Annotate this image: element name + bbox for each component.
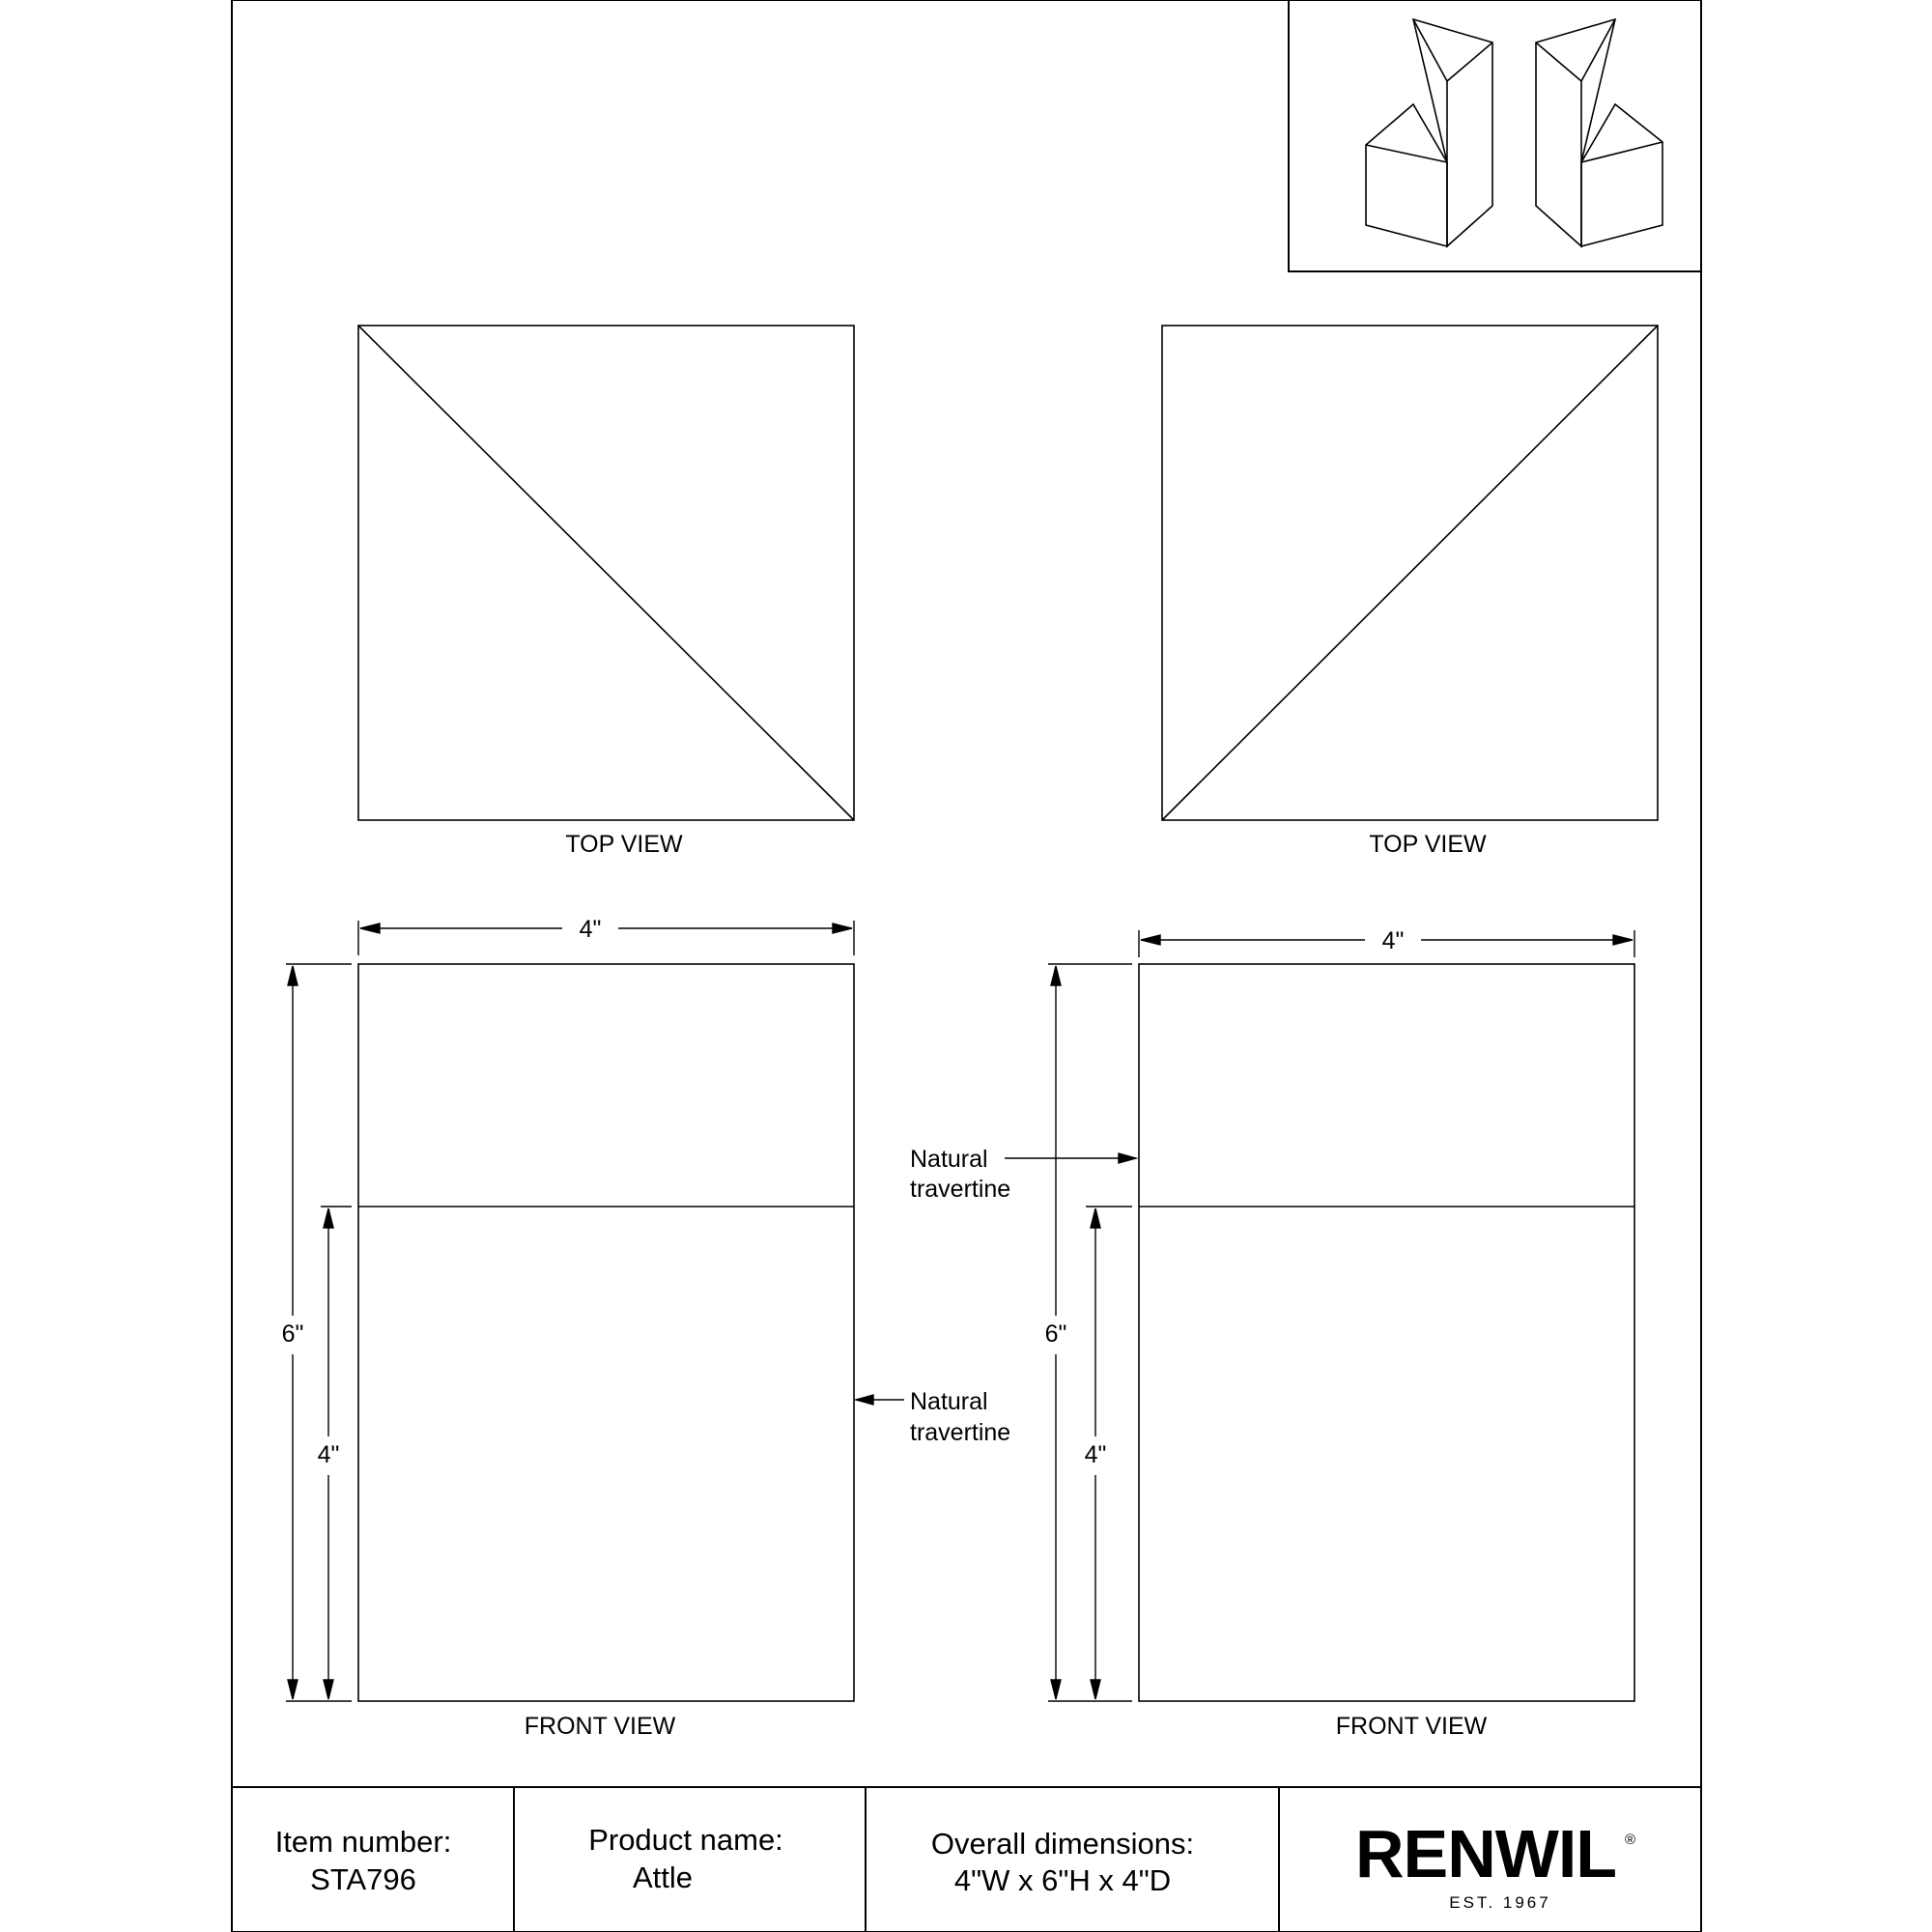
material-callout-right-line2: travertine bbox=[910, 1176, 1011, 1203]
width-dimension-right-value: 4" bbox=[1381, 927, 1405, 954]
front-view-right bbox=[1139, 964, 1634, 1701]
width-dimension-left-value: 4" bbox=[579, 916, 602, 943]
isometric-thumbnail bbox=[1289, 0, 1701, 271]
front-view-left-label: FRONT VIEW bbox=[524, 1713, 676, 1740]
top-view-right-label: TOP VIEW bbox=[1369, 831, 1487, 858]
lower-dimension-right-value: 4" bbox=[1084, 1441, 1107, 1468]
sheet-border bbox=[232, 0, 1701, 1932]
item-number-label: Item number: bbox=[274, 1825, 452, 1859]
overall-dimensions-label: Overall dimensions: bbox=[930, 1827, 1195, 1861]
top-view-right bbox=[1162, 326, 1658, 820]
front-view-right-label: FRONT VIEW bbox=[1335, 1713, 1488, 1740]
item-number-value: STA796 bbox=[310, 1862, 416, 1896]
top-view-left-label: TOP VIEW bbox=[565, 831, 683, 858]
renwil-logo bbox=[1355, 1816, 1635, 1912]
isometric-piece-right bbox=[1536, 19, 1662, 246]
front-view-left bbox=[358, 964, 854, 1701]
material-callout-right-leader bbox=[1005, 1153, 1136, 1163]
isometric-piece-left bbox=[1366, 19, 1492, 246]
renwil-logo-established: EST. 1967 bbox=[1449, 1893, 1551, 1912]
lower-dimension-left-value: 4" bbox=[317, 1441, 340, 1468]
height-dimension-right-value: 6" bbox=[1044, 1321, 1067, 1348]
top-view-left bbox=[358, 326, 854, 820]
height-dimension-left-value: 6" bbox=[281, 1321, 304, 1348]
product-name-label: Product name: bbox=[588, 1823, 783, 1857]
renwil-logo-wordmark: RENWIL bbox=[1354, 1816, 1617, 1891]
overall-dimensions-value: 4"W x 6"H x 4"D bbox=[953, 1863, 1172, 1897]
material-callout-left-line2: travertine bbox=[910, 1419, 1011, 1446]
width-dimension-left bbox=[358, 921, 854, 955]
material-callout-left-leader bbox=[856, 1395, 904, 1405]
material-callout-left-line1: Natural bbox=[910, 1388, 988, 1415]
product-name-value: Attle bbox=[632, 1861, 694, 1894]
renwil-logo-registered-mark: ® bbox=[1625, 1832, 1636, 1848]
material-callout-right-line1: Natural bbox=[910, 1146, 988, 1173]
